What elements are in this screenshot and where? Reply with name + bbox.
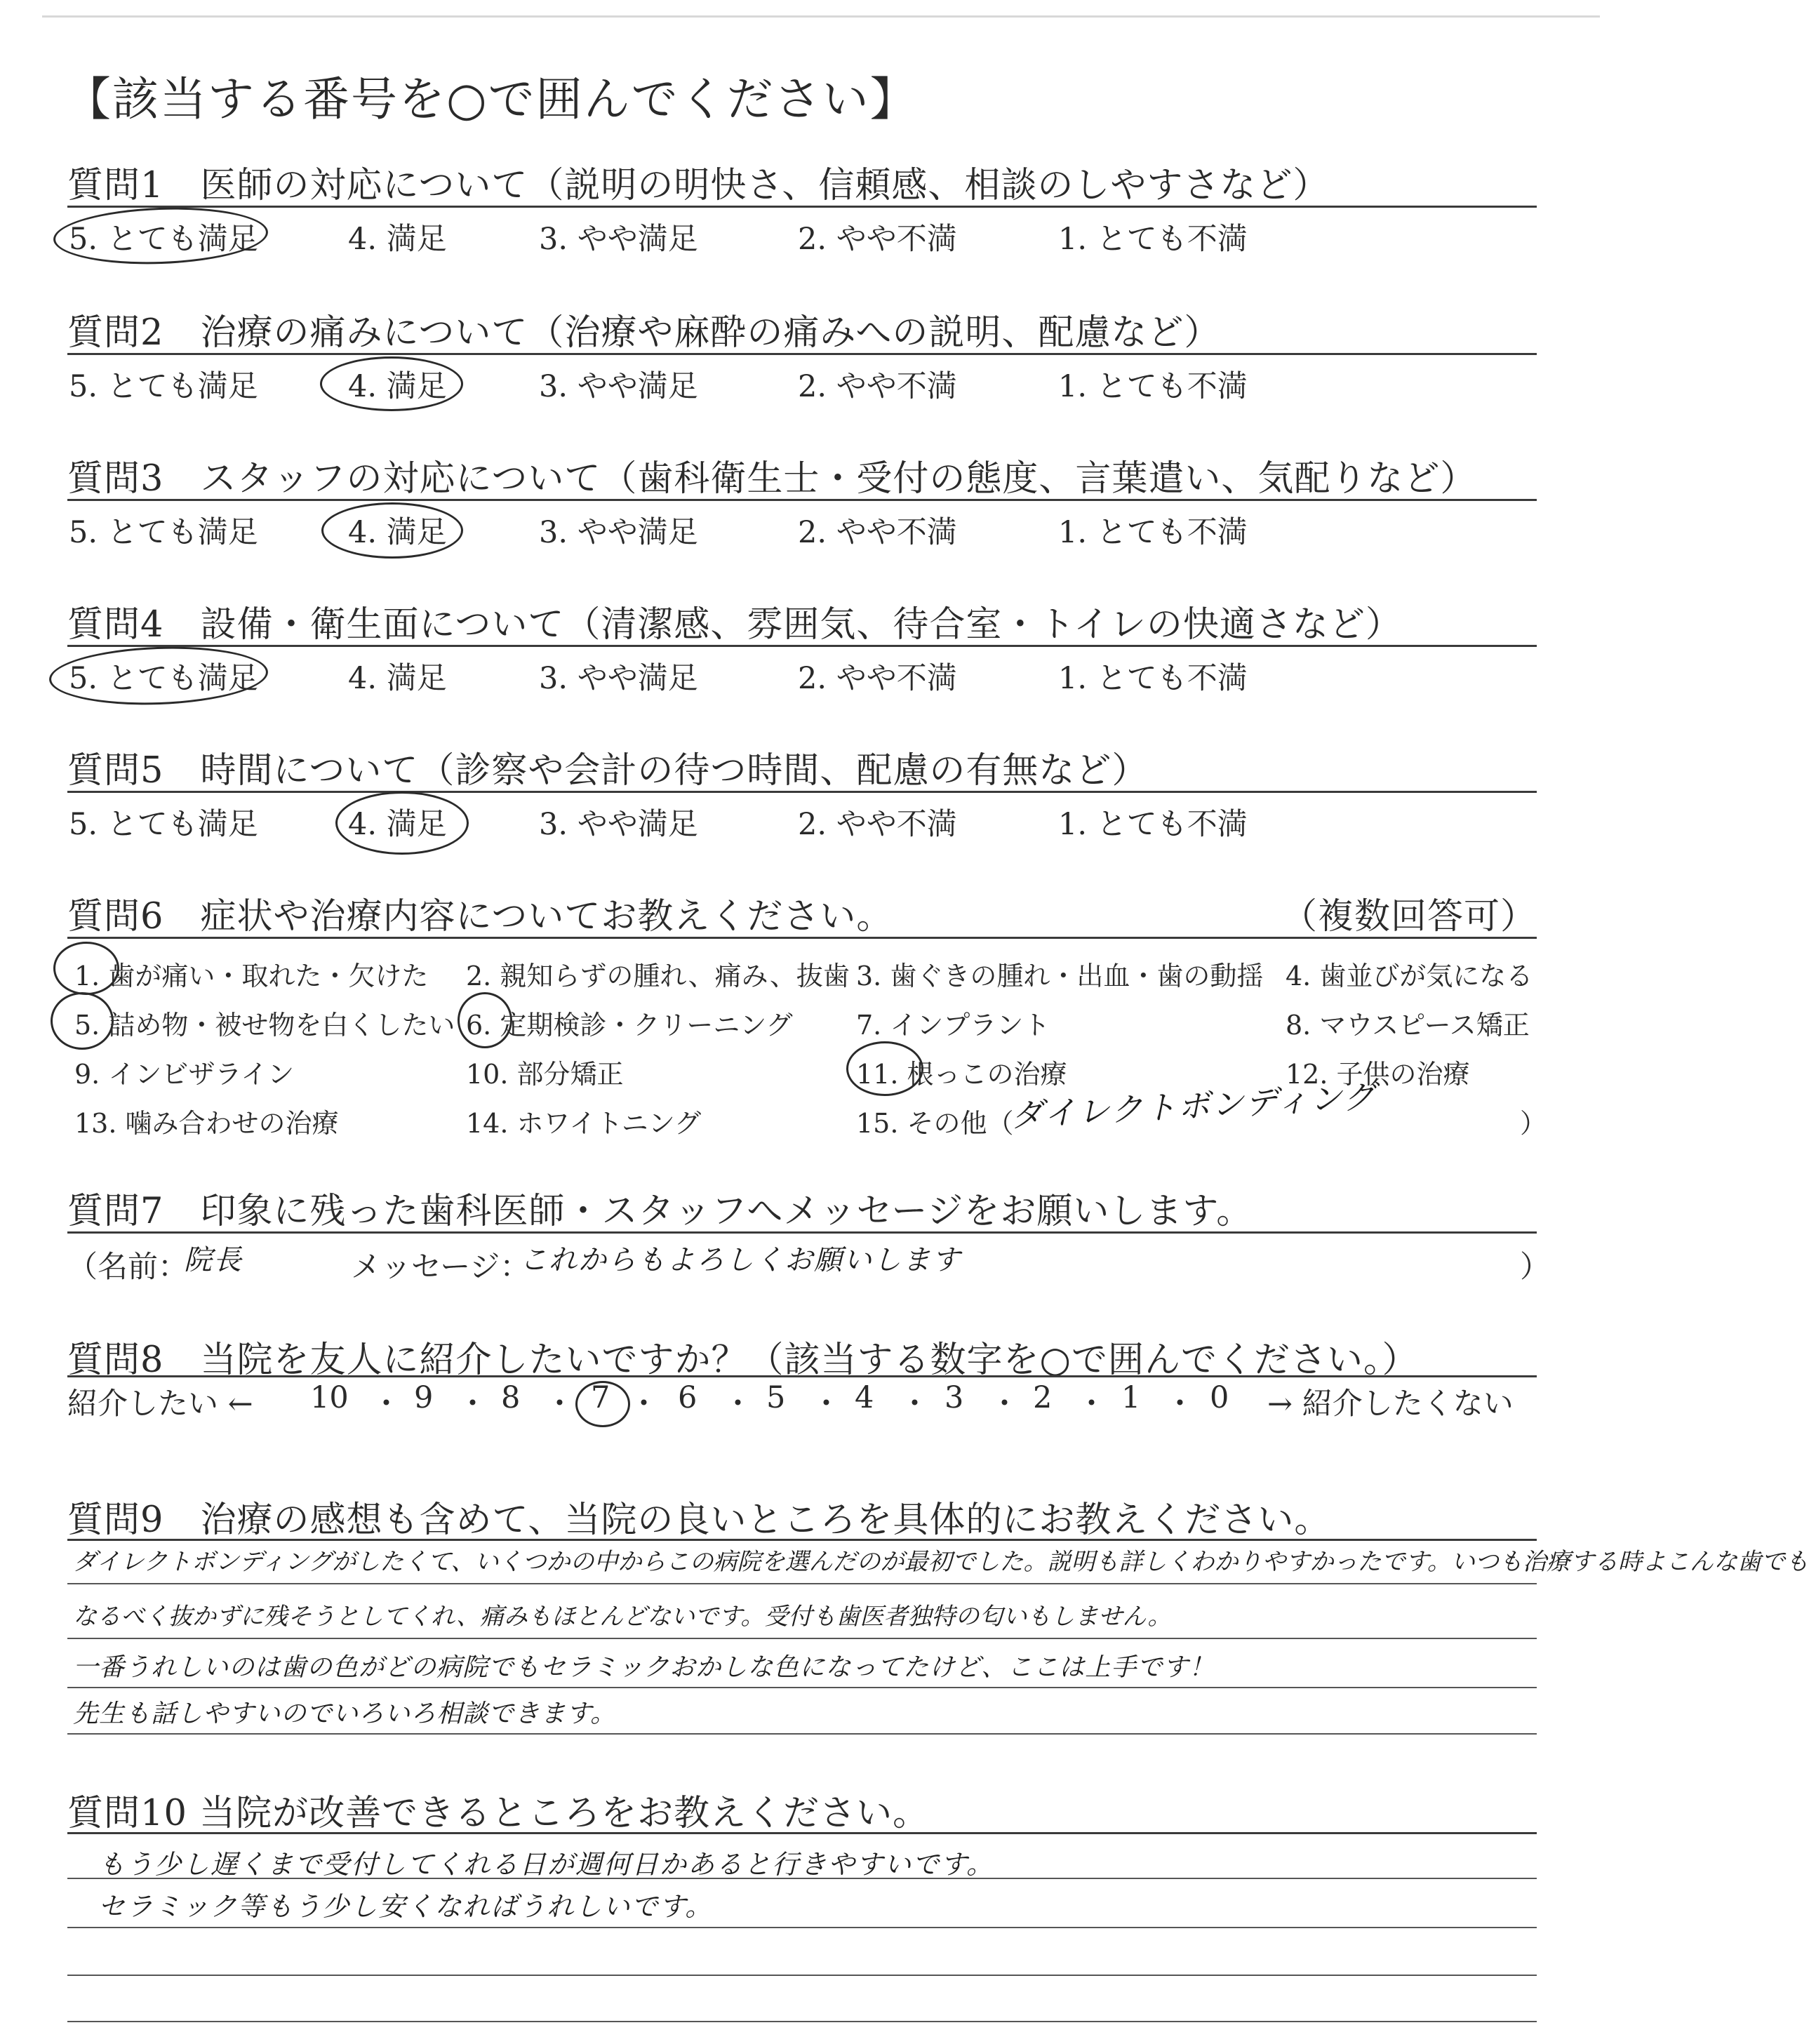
q6-selection-circle-1 <box>53 942 119 995</box>
form-header: 【該当する番号を○で囲んでください】 <box>65 72 918 126</box>
q10-line-3 <box>67 1975 1537 1976</box>
q5-selection-circle <box>335 791 469 855</box>
q7-rule <box>67 1231 1537 1234</box>
q8-n-7[interactable]: 7 <box>591 1380 610 1415</box>
q7-close-paren: ） <box>1520 1250 1550 1285</box>
q6-option-10[interactable]: 10. 部分矯正 <box>466 1059 624 1090</box>
q2-option-3[interactable]: 3. やや満足 <box>539 369 698 404</box>
q6-option-4[interactable]: 4. 歯並びが気になる <box>1286 961 1533 991</box>
q5-title: 質問5 時間について（診察や会計の待つ時間、配慮の有無など） <box>67 750 1149 791</box>
q3-option-1[interactable]: 1. とても不満 <box>1058 515 1248 550</box>
q9-answer-line-1: ダイレクトボンディングがしたくて、いくつかの中からこの病院を選んだのが最初でした。説明も詳しくわかりやすかったです。いつも治療する時よこんな歯でも <box>73 1548 1809 1576</box>
q4-rule <box>67 645 1537 647</box>
q3-rule <box>67 499 1537 501</box>
q3-title: 質問3 スタッフの対応について（歯科衛生士・受付の態度、言葉遣い、気配りなど） <box>67 458 1477 500</box>
q7-name-label: （名前： <box>67 1250 188 1285</box>
q8-title: 質問8 当院を友人に紹介したいですか？（該当する数字を○で囲んでください。） <box>67 1340 1419 1381</box>
q8-n-5[interactable]: 5 <box>766 1380 786 1415</box>
q8-n-3[interactable]: 3 <box>944 1380 964 1415</box>
q10-title: 質問10 当院が改善できるところをお教えください。 <box>67 1793 930 1834</box>
q4-option-2[interactable]: 2. やや不満 <box>798 661 957 696</box>
q6-option-6[interactable]: 6. 定期検診・クリーニング <box>466 1010 793 1041</box>
q7-name-handwritten: 院長 <box>184 1244 243 1276</box>
q6-selection-circle-5 <box>51 992 114 1050</box>
q6-option-8[interactable]: 8. マウスピース矯正 <box>1286 1010 1530 1041</box>
q8-n-8[interactable]: 8 <box>501 1380 521 1415</box>
q8-n-10[interactable]: 10 <box>310 1380 349 1415</box>
q9-line-1 <box>67 1583 1537 1584</box>
q6-option-14[interactable]: 14. ホワイトニング <box>466 1108 702 1139</box>
q3-option-2[interactable]: 2. やや不満 <box>798 515 957 550</box>
q6-other-close-paren: ） <box>1520 1108 1547 1139</box>
q3-selection-circle <box>321 502 463 559</box>
q8-n-0[interactable]: 0 <box>1210 1380 1229 1415</box>
q10-rule <box>67 1832 1537 1834</box>
q3-option-5[interactable]: 5. とても満足 <box>69 515 258 550</box>
q6-option-5[interactable]: 5. 詰め物・被せ物を白くしたい <box>74 1010 455 1041</box>
q6-multiple-note: （複数回答可） <box>1281 896 1537 937</box>
q9-answer-line-3: 一番うれしいのは歯の色がどの病院でもセラミックおかしな色になってたけど、ここは上手です！ <box>73 1653 1215 1682</box>
q9-answer-line-4: 先生も話しやすいのでいろいろ相談できます。 <box>73 1699 617 1728</box>
q9-line-3 <box>67 1687 1537 1688</box>
q8-dot: ・ <box>723 1387 753 1422</box>
q6-option-11[interactable]: 11. 根っこの治療 <box>856 1059 1067 1090</box>
q8-n-6[interactable]: 6 <box>678 1380 697 1415</box>
q1-option-5[interactable]: 5. とても満足 <box>69 222 258 257</box>
q5-option-5[interactable]: 5. とても満足 <box>69 807 258 842</box>
q1-option-2[interactable]: 2. やや不満 <box>798 222 957 257</box>
q8-left-label: 紹介したい ← <box>67 1387 253 1422</box>
q4-selection-circle <box>48 643 269 709</box>
q5-option-2[interactable]: 2. やや不満 <box>798 807 957 842</box>
q4-option-5[interactable]: 5. とても満足 <box>69 661 258 696</box>
q2-option-1[interactable]: 1. とても不満 <box>1058 369 1248 404</box>
q6-option-15[interactable]: 15. その他（ <box>856 1108 1014 1139</box>
q7-message-label: メッセージ： <box>351 1250 530 1285</box>
q8-dot: ・ <box>545 1387 575 1422</box>
q8-dot: ・ <box>371 1387 401 1422</box>
q4-title: 質問4 設備・衛生面について（清潔感、雰囲気、待合室・トイレの快適さなど） <box>67 604 1402 646</box>
q1-option-3[interactable]: 3. やや満足 <box>539 222 698 257</box>
q10-answer-line-1: もう少し遅くまで受付してくれる日が週何日かあると行きやすいです。 <box>98 1849 994 1880</box>
q6-option-3[interactable]: 3. 歯ぐきの腫れ・出血・歯の動揺 <box>856 961 1264 991</box>
q1-option-1[interactable]: 1. とても不満 <box>1058 222 1248 257</box>
q9-rule <box>67 1539 1537 1541</box>
q8-dot: ・ <box>989 1387 1020 1422</box>
q8-rule <box>67 1375 1537 1377</box>
q4-option-1[interactable]: 1. とても不満 <box>1058 661 1248 696</box>
q8-dot: ・ <box>1165 1387 1195 1422</box>
q3-option-3[interactable]: 3. やや満足 <box>539 515 698 550</box>
q3-option-4[interactable]: 4. 満足 <box>348 515 447 550</box>
q6-option-2[interactable]: 2. 親知らずの腫れ、痛み、抜歯 <box>466 961 850 991</box>
q8-dot: ・ <box>900 1387 930 1422</box>
q8-dot: ・ <box>1076 1387 1107 1422</box>
q9-line-4 <box>67 1733 1537 1735</box>
q2-title: 質問2 治療の痛みについて（治療や麻酔の痛みへの説明、配慮など） <box>67 312 1221 354</box>
q10-line-2 <box>67 1927 1537 1928</box>
q1-rule <box>67 206 1537 208</box>
q8-dot: ・ <box>811 1387 841 1422</box>
q1-option-4[interactable]: 4. 満足 <box>348 222 447 257</box>
q6-option-1[interactable]: 1. 歯が痛い・取れた・欠けた <box>74 961 429 991</box>
q8-selection-circle <box>575 1381 630 1427</box>
q6-selection-circle-6 <box>458 992 512 1048</box>
q8-n-2[interactable]: 2 <box>1033 1380 1053 1415</box>
q2-rule <box>67 353 1537 355</box>
q1-title: 質問1 医師の対応について（説明の明快さ、信頼感、相談のしやすさなど） <box>67 165 1330 206</box>
q7-message-handwritten: これからもよろしくお願いします <box>519 1244 961 1276</box>
q6-option-7[interactable]: 7. インプラント <box>856 1010 1050 1041</box>
q8-n-9[interactable]: 9 <box>414 1380 434 1415</box>
q8-dot: ・ <box>458 1387 488 1422</box>
q5-rule <box>67 791 1537 793</box>
q6-title: 質問6 症状や治療内容についてお教えください。 <box>67 896 893 937</box>
q6-option-12[interactable]: 12. 子供の治療 <box>1286 1059 1470 1090</box>
q2-option-4[interactable]: 4. 満足 <box>348 369 447 404</box>
q5-option-3[interactable]: 3. やや満足 <box>539 807 698 842</box>
q8-n-1[interactable]: 1 <box>1121 1380 1141 1415</box>
q2-selection-circle <box>320 356 463 411</box>
q7-title: 質問7 印象に残った歯科医師・スタッフへメッセージをお願いします。 <box>67 1191 1253 1232</box>
q9-answer-line-2: なるべく抜かずに残そうとしてくれ、痛みもほとんどないです。受付も歯医者独特の匂いもしません。 <box>73 1603 1172 1631</box>
q5-option-4[interactable]: 4. 満足 <box>348 807 447 842</box>
q2-option-2[interactable]: 2. やや不満 <box>798 369 957 404</box>
q5-option-1[interactable]: 1. とても不満 <box>1058 807 1248 842</box>
q9-title: 質問9 治療の感想も含めて、当院の良いところを具体的にお教えください。 <box>67 1499 1331 1541</box>
q10-line-4 <box>67 2021 1537 2022</box>
q6-selection-circle-11 <box>846 1041 923 1096</box>
q4-option-3[interactable]: 3. やや満足 <box>539 661 698 696</box>
q8-dot: ・ <box>629 1387 659 1422</box>
q10-answer-line-2: セラミック等もう少し安くなればうれしいです。 <box>98 1891 714 1922</box>
q4-option-4[interactable]: 4. 満足 <box>348 661 447 696</box>
q9-line-2 <box>67 1638 1537 1639</box>
q6-option-9[interactable]: 9. インビザライン <box>74 1059 295 1090</box>
q6-rule <box>67 937 1537 939</box>
q6-other-handwritten: ダイレクトボンディング <box>1010 1077 1377 1135</box>
q2-option-5[interactable]: 5. とても満足 <box>69 369 258 404</box>
q8-right-label: → 紹介したくない <box>1267 1387 1514 1422</box>
q8-n-4[interactable]: 4 <box>855 1380 874 1415</box>
q6-option-13[interactable]: 13. 噛み合わせの治療 <box>74 1108 339 1139</box>
q10-line-1 <box>67 1878 1537 1879</box>
top-edge-line <box>42 15 1600 18</box>
